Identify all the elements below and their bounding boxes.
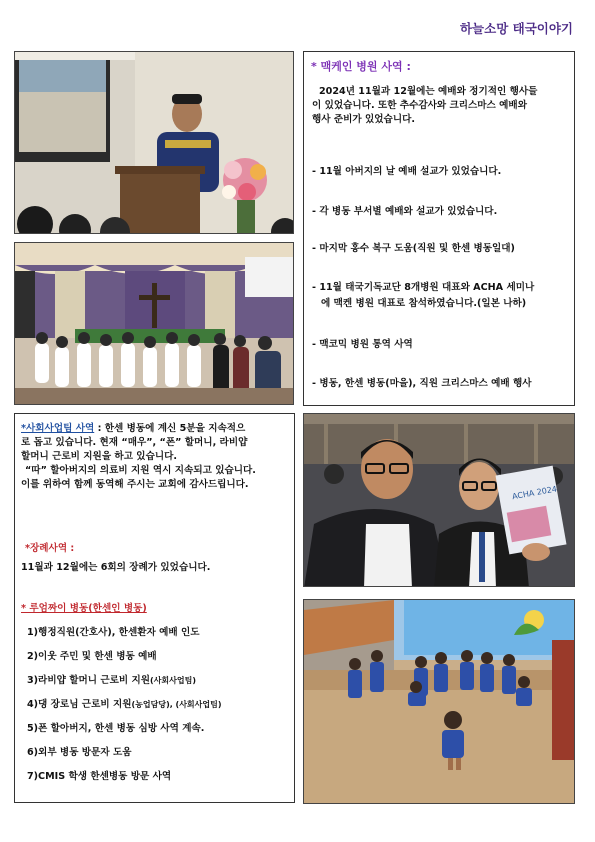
- mckean-item-cont: 에 맥켄 병원 대표로 참석하였습니다.(일본 나하): [321, 298, 527, 309]
- social-line: 로 돕고 있습니다. 현재 “매우”, “폰” 할머니, 라비얍: [21, 436, 248, 448]
- mckean-item: - 11월 아버지의 날 예배 설교가 있었습니다.: [312, 166, 502, 177]
- mckean-item: - 마지막 홍수 복구 도움(직원 및 한센 병동일대): [312, 243, 515, 254]
- mckean-intro: [312, 85, 537, 127]
- funeral-text: 11월과 12월에는 6회의 장례가 있었습니다.: [21, 562, 211, 573]
- ward-item: 1)행정직원(간호사), 한센환자 예배 인도: [27, 627, 200, 638]
- ward-item: 6)외부 병동 방문자 도움: [27, 747, 132, 758]
- booklet-title: ACHA 2024: [511, 484, 558, 502]
- intro-line: 이 있었습니다. 또한 추수감사와 크리스마스 예배와: [312, 99, 527, 111]
- mckean-item: - 11월 태국기독교단 8개병원 대표와 ACHA 세미나: [312, 282, 535, 293]
- ward-item: 3)라비얍 할머니 근로비 지원: [27, 675, 151, 686]
- mckean-item: - 맥코믹 병원 통역 사역: [312, 339, 413, 350]
- social-line: 이를 위하여 함께 동역해 주시는 교회에 감사드립니다.: [21, 478, 249, 490]
- ward-item: 7)CMIS 학생 한센병동 방문 사역: [27, 771, 172, 782]
- ward-item: 5)폰 할아버지, 한센 병동 심방 사역 계속.: [27, 723, 205, 734]
- social-work-box: [14, 413, 295, 803]
- photo-children-sandbox: [303, 599, 575, 804]
- photo-choir: [14, 242, 294, 405]
- page-title: 하늘소망 태국이야기: [459, 21, 573, 36]
- mckean-heading: * 맥케인 병원 사역 :: [311, 60, 411, 73]
- funeral-heading: *장례사역 :: [25, 543, 75, 554]
- mckean-item: - 병동, 한센 병동(마을), 직원 크리스마스 예배 행사: [312, 378, 532, 389]
- social-line: 할머니 근로비 지원을 하고 있습니다.: [21, 450, 178, 462]
- intro-line: 2024년 11월과 12월에는 예배와 정기적인 행사들: [319, 86, 538, 97]
- mckean-item: - 각 병동 부서별 예배와 설교가 있었습니다.: [312, 206, 498, 217]
- intro-line: 행사 준비가 있었습니다.: [312, 113, 415, 125]
- ward-note: (농업담당), (사회사업팀): [131, 700, 222, 709]
- photo-seminar-selfie: [303, 413, 575, 587]
- ward-note: (사회사업팀): [150, 676, 196, 685]
- ward-item: 2)이웃 주민 및 한센 병동 예배: [27, 651, 157, 662]
- ward-item: 4)댕 장로님 근로비 지원: [27, 699, 132, 710]
- social-line: “따” 할아버지의 의료비 지원 역시 지속되고 있습니다.: [25, 464, 256, 476]
- ward-heading: * 루엄짜이 병동(한센인 병동): [21, 603, 147, 614]
- social-line: : 한센 병동에 계신 5분을 지속적으: [97, 423, 246, 434]
- social-heading: *사회사업팀 사역: [21, 423, 95, 434]
- photo-preacher: [14, 51, 294, 234]
- mckean-ministry-box: [303, 51, 575, 406]
